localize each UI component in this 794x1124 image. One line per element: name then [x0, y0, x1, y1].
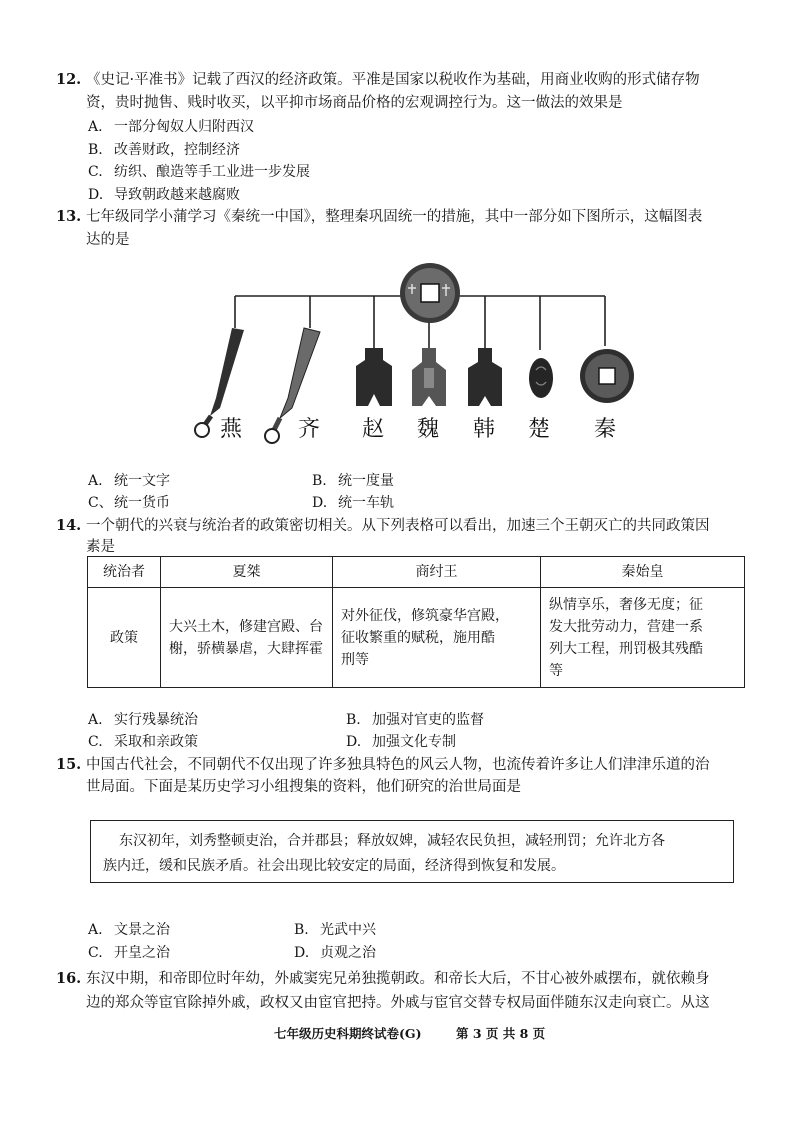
q14-stem-line2: 素是	[86, 539, 115, 555]
q16-number: 16.	[56, 970, 82, 987]
table-header-qin: 秦始皇	[541, 557, 745, 588]
table-cell-qin: 纵情享乐，奢侈无度；征 发大批劳动力，营建一系 列大工程，刑罚极其残酷 等	[541, 588, 745, 688]
q12-option-b: B. 改善财政，控制经济	[88, 142, 240, 158]
q14-stem-line1: 一个朝代的兴衰与统治者的政策密切相关。从下列表格可以看出，加速三个王朝灭亡的共同政策因	[86, 518, 710, 534]
state-label-qi: 齐	[298, 417, 321, 442]
q15-option-a: A. 文景之治	[88, 922, 170, 938]
q15-option-c: C. 开皇之治	[88, 945, 170, 961]
q12-stem-line2: 资，贵时抛售、贱时收买，以平抑市场商品价格的宏观调控行为。这一做法的效果是	[86, 95, 623, 111]
source-line1: 东汉初年，刘秀整顿吏治，合并郡县；释放奴婢，减轻农民负担，减轻刑罚；允许北方各	[119, 833, 665, 849]
currency-diagram	[180, 258, 650, 448]
source-line2: 族内迁，缓和民族矛盾。社会出现比较安定的局面，经济得到恢复和发展。	[103, 858, 565, 874]
footer-title: 七年级历史科期终试卷(G)	[274, 1026, 422, 1041]
q12-option-a: A. 一部分匈奴人归附西汉	[88, 119, 254, 135]
q13-stem-line2: 达的是	[86, 232, 130, 248]
chu-ant-nose-coin-icon	[529, 358, 553, 398]
qin-banliang-coin-icon	[580, 349, 634, 403]
q15-option-d: D. 贞观之治	[294, 945, 376, 961]
q12-option-d: D. 导致朝政越来越腐败	[88, 187, 240, 203]
wei-spade-coin-icon	[412, 348, 446, 406]
state-label-qin: 秦	[594, 417, 617, 442]
table-header-shang: 商纣王	[333, 557, 541, 588]
qin-banliang-coin-top-icon	[400, 263, 460, 323]
q14-option-a: A. 实行残暴统治	[88, 712, 198, 728]
zhao-spade-coin-icon	[356, 348, 392, 406]
q14-option-d: D. 加强文化专制	[346, 734, 456, 750]
q14-number: 14.	[56, 517, 82, 534]
table-header-xia: 夏桀	[161, 557, 333, 588]
q13-option-b: B. 统一度量	[312, 473, 394, 489]
q15-number: 15.	[56, 756, 82, 773]
q16-stem-line1: 东汉中期，和帝即位时年幼，外戚窦宪兄弟独揽朝政。和帝长大后，不甘心被外戚摆布，就依赖身	[86, 971, 710, 987]
state-label-han: 韩	[473, 417, 496, 442]
q12-stem-line1: 《史记·平准书》记载了西汉的经济政策。平准是国家以税收作为基础，用商业收购的形式储存物	[86, 72, 700, 88]
q13-number: 13.	[56, 208, 82, 225]
q15-stem-line2: 世局面。下面是某历史学习小组搜集的资料，他们研究的治世局面是	[86, 779, 521, 795]
table-row	[88, 588, 745, 688]
q14-option-c: C. 采取和亲政策	[88, 734, 198, 750]
q13-stem-line1: 七年级同学小蒲学习《秦统一中国》，整理秦巩固统一的措施，其中一部分如下图所示，这幅图表	[86, 209, 703, 225]
q16-stem-line2: 边的郑众等宦官除掉外戚，政权又由宦官把持。外戚与宦官交替专权局面伴随东汉走向衰亡。从这	[86, 995, 710, 1011]
source-material-box	[90, 820, 734, 883]
table-cell-xia: 大兴土木，修建宫殿、台 榭，骄横暴虐，大肆挥霍	[161, 588, 333, 688]
table-header-ruler: 统治者	[88, 557, 161, 588]
q15-option-b: B. 光武中兴	[294, 922, 376, 938]
q13-option-a: A. 统一文字	[88, 473, 170, 489]
footer-page-number: 第 3 页 共 8 页	[456, 1026, 546, 1041]
table-row-label: 政策	[88, 588, 161, 688]
q13-option-c: C、统一货币	[88, 495, 170, 511]
state-label-yan: 燕	[220, 417, 243, 442]
q13-option-d: D. 统一车轨	[312, 495, 394, 511]
han-spade-coin-icon	[468, 348, 502, 406]
table-header-row	[88, 557, 745, 588]
q14-option-b: B. 加强对官吏的监督	[346, 712, 484, 728]
q12-option-c: C. 纺织、酿造等手工业进一步发展	[88, 164, 310, 180]
q15-stem-line1: 中国古代社会，不同朝代不仅出现了许多独具特色的风云人物，也流传着许多让人们津津乐道的治	[86, 757, 710, 773]
policy-table	[87, 556, 745, 688]
state-label-wei: 魏	[417, 417, 440, 442]
state-label-zhao: 赵	[362, 417, 385, 442]
state-label-chu: 楚	[528, 417, 551, 442]
q12-number: 12.	[56, 71, 82, 88]
table-cell-shang: 对外征伐，修筑豪华宫殿， 征收繁重的赋税，施用酷 刑等	[333, 588, 541, 688]
